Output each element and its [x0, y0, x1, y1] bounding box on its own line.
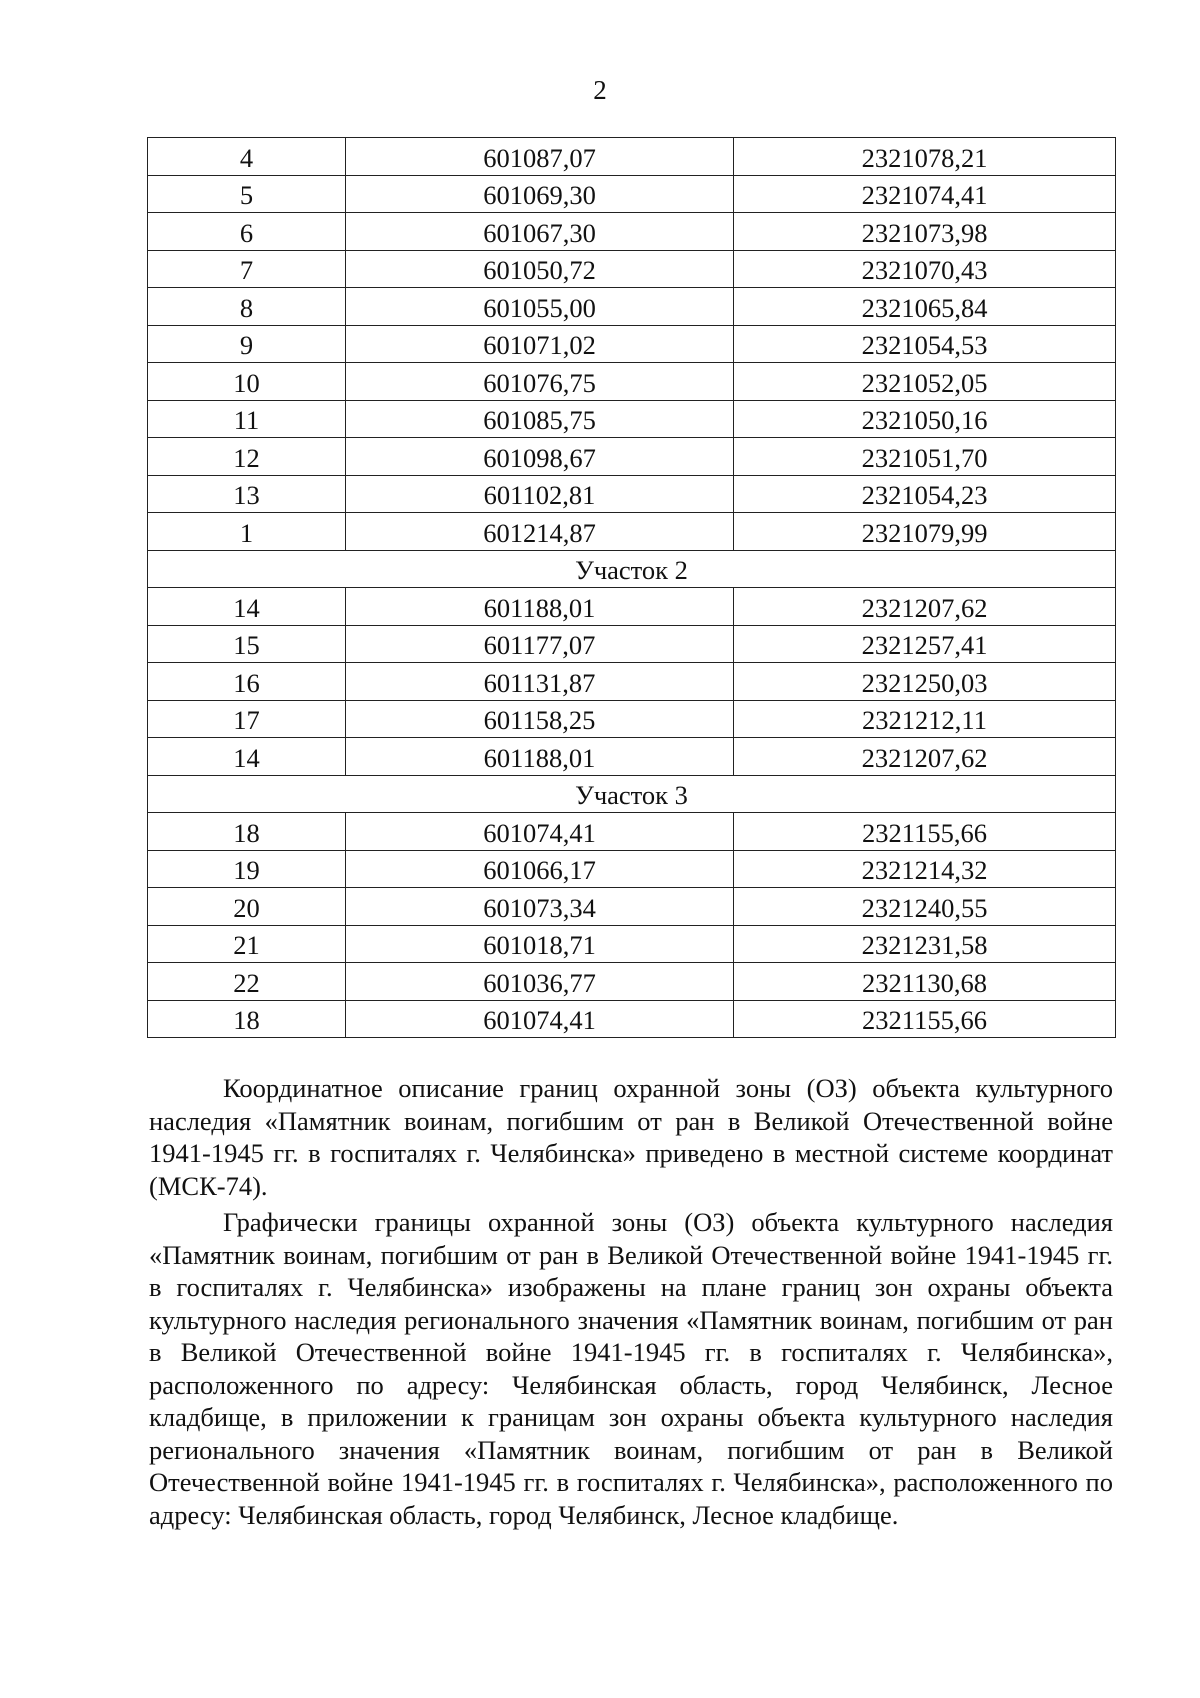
x-coordinate-cell: 601214,87 — [346, 513, 734, 551]
y-coordinate-cell: 2321240,55 — [734, 888, 1116, 926]
coordinates-table — [147, 137, 1116, 1038]
table-row — [148, 175, 1116, 213]
page-number: 2 — [593, 75, 607, 105]
point-number-cell: 9 — [148, 325, 346, 363]
table-row — [148, 363, 1116, 401]
point-number-cell: 13 — [148, 475, 346, 513]
point-number-cell: 16 — [148, 663, 346, 701]
point-number-cell: 12 — [148, 438, 346, 476]
x-coordinate-cell: 601098,67 — [346, 438, 734, 476]
x-coordinate-cell: 601085,75 — [346, 400, 734, 438]
coordinates-table-body — [148, 138, 1116, 1038]
table-row — [148, 888, 1116, 926]
point-number-cell: 8 — [148, 288, 346, 326]
x-coordinate-cell: 601055,00 — [346, 288, 734, 326]
y-coordinate-cell: 2321155,66 — [734, 1000, 1116, 1038]
point-number-cell: 19 — [148, 850, 346, 888]
table-row — [148, 588, 1116, 626]
table-row — [148, 813, 1116, 851]
y-coordinate-cell: 2321070,43 — [734, 250, 1116, 288]
x-coordinate-cell: 601067,30 — [346, 213, 734, 251]
table-row — [148, 400, 1116, 438]
x-coordinate-cell: 601071,02 — [346, 325, 734, 363]
table-row — [148, 250, 1116, 288]
section-row — [148, 550, 1116, 588]
point-number-cell: 7 — [148, 250, 346, 288]
table-row — [148, 1000, 1116, 1038]
y-coordinate-cell: 2321212,11 — [734, 700, 1116, 738]
x-coordinate-cell: 601158,25 — [346, 700, 734, 738]
x-coordinate-cell: 601177,07 — [346, 625, 734, 663]
x-coordinate-cell: 601076,75 — [346, 363, 734, 401]
section-heading: Участок 3 — [148, 775, 1116, 813]
point-number-cell: 22 — [148, 963, 346, 1001]
y-coordinate-cell: 2321054,53 — [734, 325, 1116, 363]
x-coordinate-cell: 601102,81 — [346, 475, 734, 513]
table-row — [148, 438, 1116, 476]
table-row — [148, 625, 1116, 663]
x-coordinate-cell: 601188,01 — [346, 738, 734, 776]
y-coordinate-cell: 2321052,05 — [734, 363, 1116, 401]
y-coordinate-cell: 2321079,99 — [734, 513, 1116, 551]
y-coordinate-cell: 2321231,58 — [734, 925, 1116, 963]
paragraph-graphic-boundaries: Графически границы охранной зоны (ОЗ) объекта культурного наследия «Памятник воинам, погибшим от ран в Великой Отечественной войне 1941-1945 гг. в госпиталях г. Челябинска» изображены на плане границ зон охраны объекта культурного наследия регионального значения «Памятник воинам, погибшим от ран в Великой Отечественной войне 1941-1945 гг. в госпиталях г. Челябинска», расположенного по адресу: Челябинская область, город Челябинск, Лесное кладбище, в приложении к границам зон охраны объекта культурного наследия регионального значения «Памятник воинам, погибшим от ран в Великой Отечественной войне 1941-1945 гг. в госпиталях г. Челябинска», расположенного по адресу: Челябинская область, город Челябинск, Лесное кладбище. — [149, 1207, 1113, 1530]
y-coordinate-cell: 2321207,62 — [734, 588, 1116, 626]
y-coordinate-cell: 2321130,68 — [734, 963, 1116, 1001]
x-coordinate-cell: 601066,17 — [346, 850, 734, 888]
x-coordinate-cell: 601087,07 — [346, 138, 734, 176]
y-coordinate-cell: 2321207,62 — [734, 738, 1116, 776]
x-coordinate-cell: 601188,01 — [346, 588, 734, 626]
point-number-cell: 14 — [148, 738, 346, 776]
table-row — [148, 663, 1116, 701]
x-coordinate-cell: 601036,77 — [346, 963, 734, 1001]
y-coordinate-cell: 2321250,03 — [734, 663, 1116, 701]
table-row — [148, 513, 1116, 551]
x-coordinate-cell: 601018,71 — [346, 925, 734, 963]
point-number-cell: 11 — [148, 400, 346, 438]
point-number-cell: 4 — [148, 138, 346, 176]
table-row — [148, 738, 1116, 776]
point-number-cell: 1 — [148, 513, 346, 551]
x-coordinate-cell: 601069,30 — [346, 175, 734, 213]
y-coordinate-cell: 2321051,70 — [734, 438, 1116, 476]
table-row — [148, 700, 1116, 738]
x-coordinate-cell: 601074,41 — [346, 813, 734, 851]
point-number-cell: 21 — [148, 925, 346, 963]
point-number-cell: 18 — [148, 813, 346, 851]
paragraph-coordinate-description: Координатное описание границ охранной зоны (ОЗ) объекта культурного наследия «Памятник воинам, погибшим от ран в Великой Отечественной войне 1941-1945 гг. в госпиталях г. Челябинска» приведено в местной системе координат (МСК-74). — [149, 1073, 1113, 1201]
table-row — [148, 288, 1116, 326]
y-coordinate-cell: 2321155,66 — [734, 813, 1116, 851]
point-number-cell: 14 — [148, 588, 346, 626]
y-coordinate-cell: 2321214,32 — [734, 850, 1116, 888]
x-coordinate-cell: 601050,72 — [346, 250, 734, 288]
table-row — [148, 850, 1116, 888]
point-number-cell: 18 — [148, 1000, 346, 1038]
y-coordinate-cell: 2321073,98 — [734, 213, 1116, 251]
y-coordinate-cell: 2321065,84 — [734, 288, 1116, 326]
point-number-cell: 17 — [148, 700, 346, 738]
point-number-cell: 6 — [148, 213, 346, 251]
table-row — [148, 475, 1116, 513]
point-number-cell: 10 — [148, 363, 346, 401]
y-coordinate-cell: 2321257,41 — [734, 625, 1116, 663]
y-coordinate-cell: 2321074,41 — [734, 175, 1116, 213]
table-row — [148, 138, 1116, 176]
section-heading: Участок 2 — [148, 550, 1116, 588]
y-coordinate-cell: 2321078,21 — [734, 138, 1116, 176]
y-coordinate-cell: 2321054,23 — [734, 475, 1116, 513]
point-number-cell: 15 — [148, 625, 346, 663]
point-number-cell: 5 — [148, 175, 346, 213]
point-number-cell: 20 — [148, 888, 346, 926]
x-coordinate-cell: 601131,87 — [346, 663, 734, 701]
section-row — [148, 775, 1116, 813]
table-row — [148, 963, 1116, 1001]
table-row — [148, 325, 1116, 363]
table-row — [148, 925, 1116, 963]
table-row — [148, 213, 1116, 251]
x-coordinate-cell: 601074,41 — [346, 1000, 734, 1038]
x-coordinate-cell: 601073,34 — [346, 888, 734, 926]
y-coordinate-cell: 2321050,16 — [734, 400, 1116, 438]
